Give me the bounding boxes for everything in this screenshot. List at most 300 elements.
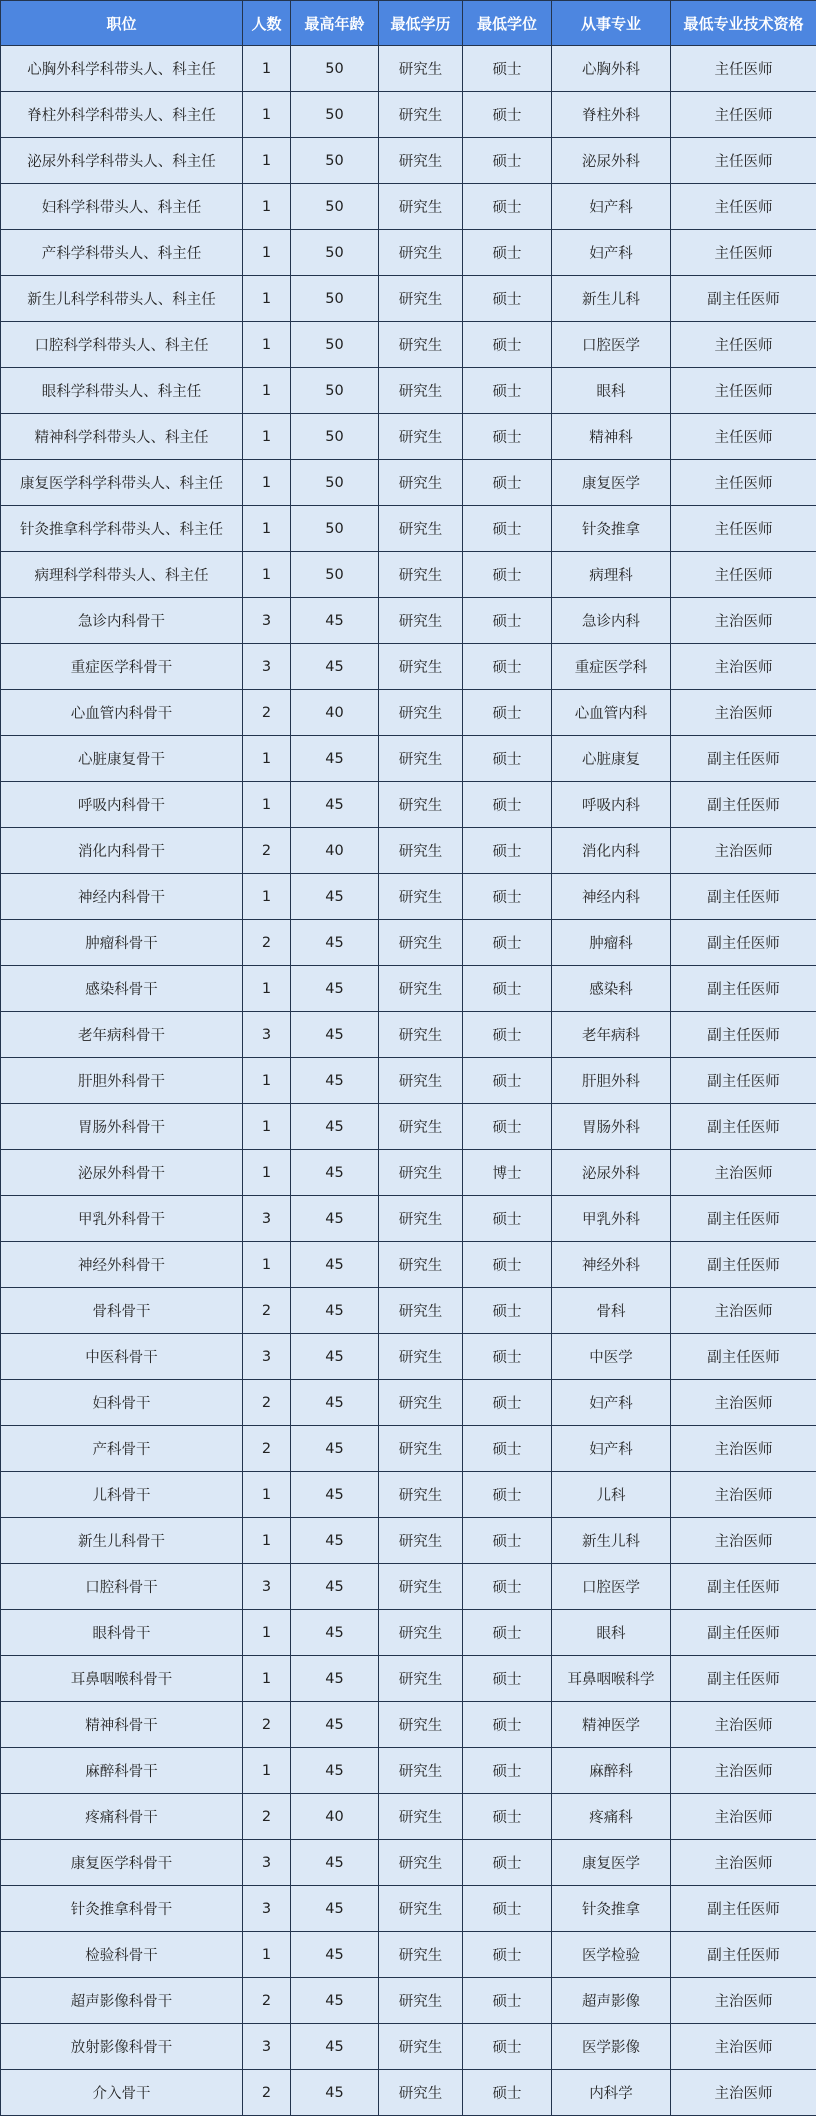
cell-position: 儿科骨干	[1, 1472, 243, 1518]
cell-headcount: 1	[243, 506, 291, 552]
cell-min-degree: 硕士	[463, 92, 552, 138]
cell-headcount: 3	[243, 1886, 291, 1932]
cell-min-education: 研究生	[379, 828, 463, 874]
cell-max-age: 50	[291, 552, 379, 598]
cell-max-age: 45	[291, 1702, 379, 1748]
cell-headcount: 2	[243, 1288, 291, 1334]
cell-max-age: 45	[291, 1886, 379, 1932]
cell-position: 脊柱外科学科带头人、科主任	[1, 92, 243, 138]
cell-min-education: 研究生	[379, 1840, 463, 1886]
cell-headcount: 1	[243, 184, 291, 230]
cell-min-education: 研究生	[379, 1196, 463, 1242]
cell-position: 呼吸内科骨干	[1, 782, 243, 828]
cell-specialty: 儿科	[552, 1472, 671, 1518]
cell-headcount: 1	[243, 414, 291, 460]
cell-headcount: 2	[243, 828, 291, 874]
cell-min-education: 研究生	[379, 782, 463, 828]
cell-headcount: 2	[243, 1978, 291, 2024]
cell-headcount: 1	[243, 230, 291, 276]
cell-specialty: 老年病科	[552, 1012, 671, 1058]
cell-headcount: 2	[243, 1380, 291, 1426]
cell-min-title: 主任医师	[671, 368, 816, 414]
cell-specialty: 妇产科	[552, 1380, 671, 1426]
cell-min-degree: 硕士	[463, 460, 552, 506]
cell-min-title: 主任医师	[671, 230, 816, 276]
cell-min-degree: 硕士	[463, 1472, 552, 1518]
cell-min-degree: 硕士	[463, 828, 552, 874]
cell-min-degree: 硕士	[463, 1840, 552, 1886]
cell-min-education: 研究生	[379, 2024, 463, 2070]
cell-min-degree: 硕士	[463, 966, 552, 1012]
cell-min-title: 副主任医师	[671, 1932, 816, 1978]
cell-specialty: 内科学	[552, 2070, 671, 2116]
cell-headcount: 2	[243, 1426, 291, 1472]
cell-min-education: 研究生	[379, 1104, 463, 1150]
table-row	[1, 1242, 816, 1288]
table-row	[1, 1334, 816, 1380]
cell-min-degree: 硕士	[463, 1748, 552, 1794]
cell-position: 骨科骨干	[1, 1288, 243, 1334]
cell-min-education: 研究生	[379, 1610, 463, 1656]
cell-headcount: 1	[243, 736, 291, 782]
cell-min-education: 研究生	[379, 1288, 463, 1334]
cell-min-degree: 硕士	[463, 1610, 552, 1656]
table-row	[1, 1196, 816, 1242]
cell-specialty: 医学影像	[552, 2024, 671, 2070]
table-row	[1, 1886, 816, 1932]
cell-headcount: 1	[243, 1518, 291, 1564]
cell-headcount: 2	[243, 690, 291, 736]
cell-max-age: 45	[291, 1334, 379, 1380]
cell-min-title: 副主任医师	[671, 276, 816, 322]
cell-min-title: 副主任医师	[671, 1610, 816, 1656]
cell-position: 口腔科学科带头人、科主任	[1, 322, 243, 368]
cell-headcount: 3	[243, 1012, 291, 1058]
cell-min-education: 研究生	[379, 2070, 463, 2116]
cell-max-age: 45	[291, 736, 379, 782]
cell-max-age: 50	[291, 230, 379, 276]
cell-position: 针灸推拿科骨干	[1, 1886, 243, 1932]
cell-min-title: 副主任医师	[671, 1012, 816, 1058]
cell-min-degree: 硕士	[463, 1058, 552, 1104]
column-header-min-degree: 最低学位	[463, 1, 552, 46]
cell-min-education: 研究生	[379, 1242, 463, 1288]
cell-headcount: 1	[243, 1150, 291, 1196]
cell-headcount: 3	[243, 2024, 291, 2070]
table-row	[1, 1012, 816, 1058]
table-row	[1, 1472, 816, 1518]
cell-max-age: 45	[291, 1564, 379, 1610]
table-row	[1, 874, 816, 920]
cell-headcount: 1	[243, 368, 291, 414]
cell-max-age: 45	[291, 874, 379, 920]
cell-specialty: 肿瘤科	[552, 920, 671, 966]
cell-min-title: 副主任医师	[671, 1104, 816, 1150]
cell-specialty: 麻醉科	[552, 1748, 671, 1794]
cell-specialty: 中医学	[552, 1334, 671, 1380]
cell-specialty: 肝胆外科	[552, 1058, 671, 1104]
table-row	[1, 2024, 816, 2070]
table-row	[1, 828, 816, 874]
cell-position: 产科学科带头人、科主任	[1, 230, 243, 276]
cell-min-degree: 硕士	[463, 1656, 552, 1702]
cell-specialty: 病理科	[552, 552, 671, 598]
cell-min-title: 主治医师	[671, 828, 816, 874]
cell-min-degree: 硕士	[463, 1978, 552, 2024]
cell-headcount: 2	[243, 920, 291, 966]
cell-headcount: 1	[243, 1104, 291, 1150]
cell-min-education: 研究生	[379, 1978, 463, 2024]
cell-specialty: 胃肠外科	[552, 1104, 671, 1150]
cell-min-degree: 硕士	[463, 1564, 552, 1610]
cell-headcount: 1	[243, 1932, 291, 1978]
cell-position: 感染科骨干	[1, 966, 243, 1012]
cell-specialty: 耳鼻咽喉科学	[552, 1656, 671, 1702]
cell-position: 肝胆外科骨干	[1, 1058, 243, 1104]
table-row	[1, 736, 816, 782]
cell-min-degree: 硕士	[463, 782, 552, 828]
cell-min-title: 副主任医师	[671, 1242, 816, 1288]
cell-min-title: 主治医师	[671, 690, 816, 736]
cell-min-title: 副主任医师	[671, 874, 816, 920]
cell-min-education: 研究生	[379, 92, 463, 138]
cell-headcount: 1	[243, 460, 291, 506]
cell-max-age: 45	[291, 1058, 379, 1104]
cell-specialty: 妇产科	[552, 1426, 671, 1472]
cell-max-age: 40	[291, 690, 379, 736]
cell-max-age: 45	[291, 1288, 379, 1334]
cell-specialty: 脊柱外科	[552, 92, 671, 138]
cell-min-title: 主治医师	[671, 1840, 816, 1886]
cell-min-degree: 硕士	[463, 2070, 552, 2116]
cell-position: 精神科学科带头人、科主任	[1, 414, 243, 460]
cell-min-degree: 硕士	[463, 1196, 552, 1242]
cell-max-age: 50	[291, 138, 379, 184]
cell-min-education: 研究生	[379, 230, 463, 276]
cell-specialty: 康复医学	[552, 1840, 671, 1886]
column-header-min-title: 最低专业技术资格	[671, 1, 816, 46]
cell-min-degree: 硕士	[463, 1932, 552, 1978]
table-row	[1, 966, 816, 1012]
cell-min-title: 主任医师	[671, 46, 816, 92]
cell-min-education: 研究生	[379, 1886, 463, 1932]
cell-min-title: 主任医师	[671, 184, 816, 230]
cell-min-degree: 硕士	[463, 1334, 552, 1380]
cell-specialty: 超声影像	[552, 1978, 671, 2024]
cell-min-education: 研究生	[379, 966, 463, 1012]
cell-headcount: 3	[243, 644, 291, 690]
table-row	[1, 1426, 816, 1472]
cell-specialty: 医学检验	[552, 1932, 671, 1978]
cell-min-degree: 硕士	[463, 276, 552, 322]
cell-min-degree: 硕士	[463, 874, 552, 920]
cell-headcount: 2	[243, 1794, 291, 1840]
table-row	[1, 322, 816, 368]
table-row	[1, 598, 816, 644]
cell-headcount: 3	[243, 1196, 291, 1242]
table-row	[1, 1932, 816, 1978]
cell-max-age: 45	[291, 966, 379, 1012]
cell-max-age: 45	[291, 1012, 379, 1058]
table-row	[1, 920, 816, 966]
cell-specialty: 妇产科	[552, 230, 671, 276]
cell-min-education: 研究生	[379, 46, 463, 92]
table-header-row	[1, 1, 816, 46]
cell-min-degree: 硕士	[463, 690, 552, 736]
cell-max-age: 45	[291, 1656, 379, 1702]
cell-headcount: 1	[243, 46, 291, 92]
cell-min-degree: 硕士	[463, 644, 552, 690]
table-row	[1, 1564, 816, 1610]
cell-specialty: 泌尿外科	[552, 138, 671, 184]
cell-specialty: 新生儿科	[552, 276, 671, 322]
cell-headcount: 1	[243, 1472, 291, 1518]
table-row	[1, 1610, 816, 1656]
cell-min-title: 主任医师	[671, 506, 816, 552]
cell-position: 重症医学科骨干	[1, 644, 243, 690]
cell-min-title: 主治医师	[671, 1702, 816, 1748]
cell-max-age: 45	[291, 1242, 379, 1288]
cell-position: 眼科学科带头人、科主任	[1, 368, 243, 414]
cell-min-education: 研究生	[379, 460, 463, 506]
cell-max-age: 45	[291, 2070, 379, 2116]
cell-min-education: 研究生	[379, 1932, 463, 1978]
cell-min-title: 副主任医师	[671, 920, 816, 966]
cell-min-education: 研究生	[379, 690, 463, 736]
cell-min-degree: 博士	[463, 1150, 552, 1196]
cell-specialty: 口腔医学	[552, 1564, 671, 1610]
cell-max-age: 45	[291, 598, 379, 644]
table-row	[1, 1748, 816, 1794]
cell-min-title: 副主任医师	[671, 1564, 816, 1610]
cell-min-education: 研究生	[379, 644, 463, 690]
cell-position: 眼科骨干	[1, 1610, 243, 1656]
cell-specialty: 消化内科	[552, 828, 671, 874]
cell-position: 超声影像科骨干	[1, 1978, 243, 2024]
cell-min-education: 研究生	[379, 322, 463, 368]
cell-min-title: 副主任医师	[671, 1196, 816, 1242]
cell-specialty: 骨科	[552, 1288, 671, 1334]
cell-min-title: 主治医师	[671, 1518, 816, 1564]
cell-min-education: 研究生	[379, 1564, 463, 1610]
cell-min-education: 研究生	[379, 138, 463, 184]
cell-min-title: 主任医师	[671, 138, 816, 184]
table-row	[1, 2070, 816, 2116]
cell-max-age: 45	[291, 1380, 379, 1426]
cell-min-title: 主任医师	[671, 414, 816, 460]
table-row	[1, 690, 816, 736]
cell-min-education: 研究生	[379, 920, 463, 966]
cell-position: 胃肠外科骨干	[1, 1104, 243, 1150]
cell-max-age: 45	[291, 782, 379, 828]
cell-max-age: 50	[291, 506, 379, 552]
column-header-min-education: 最低学历	[379, 1, 463, 46]
cell-position: 精神科骨干	[1, 1702, 243, 1748]
table-row	[1, 552, 816, 598]
cell-min-education: 研究生	[379, 1794, 463, 1840]
cell-position: 病理科学科带头人、科主任	[1, 552, 243, 598]
cell-min-education: 研究生	[379, 1150, 463, 1196]
cell-min-education: 研究生	[379, 736, 463, 782]
cell-position: 心脏康复骨干	[1, 736, 243, 782]
cell-headcount: 1	[243, 1656, 291, 1702]
cell-position: 心胸外科学科带头人、科主任	[1, 46, 243, 92]
cell-headcount: 3	[243, 1564, 291, 1610]
cell-min-education: 研究生	[379, 598, 463, 644]
cell-max-age: 45	[291, 1426, 379, 1472]
cell-min-title: 副主任医师	[671, 966, 816, 1012]
cell-min-degree: 硕士	[463, 46, 552, 92]
cell-specialty: 感染科	[552, 966, 671, 1012]
cell-specialty: 神经外科	[552, 1242, 671, 1288]
cell-max-age: 45	[291, 1104, 379, 1150]
cell-max-age: 50	[291, 46, 379, 92]
cell-max-age: 45	[291, 1196, 379, 1242]
cell-max-age: 45	[291, 1518, 379, 1564]
table-row	[1, 1518, 816, 1564]
cell-min-title: 主任医师	[671, 92, 816, 138]
cell-headcount: 3	[243, 598, 291, 644]
cell-position: 康复医学科骨干	[1, 1840, 243, 1886]
cell-position: 神经外科骨干	[1, 1242, 243, 1288]
cell-position: 妇科学科带头人、科主任	[1, 184, 243, 230]
cell-specialty: 针灸推拿	[552, 1886, 671, 1932]
cell-min-education: 研究生	[379, 874, 463, 920]
table-row	[1, 506, 816, 552]
cell-min-degree: 硕士	[463, 1012, 552, 1058]
table-row	[1, 1058, 816, 1104]
cell-max-age: 45	[291, 2024, 379, 2070]
cell-min-title: 副主任医师	[671, 736, 816, 782]
cell-min-degree: 硕士	[463, 736, 552, 782]
cell-min-degree: 硕士	[463, 598, 552, 644]
cell-specialty: 心脏康复	[552, 736, 671, 782]
cell-min-title: 主治医师	[671, 2070, 816, 2116]
cell-specialty: 针灸推拿	[552, 506, 671, 552]
cell-min-education: 研究生	[379, 414, 463, 460]
cell-max-age: 45	[291, 1610, 379, 1656]
cell-headcount: 1	[243, 92, 291, 138]
cell-min-title: 主治医师	[671, 1978, 816, 2024]
cell-min-degree: 硕士	[463, 368, 552, 414]
cell-min-title: 副主任医师	[671, 782, 816, 828]
table-row	[1, 1104, 816, 1150]
cell-specialty: 心胸外科	[552, 46, 671, 92]
table-row	[1, 138, 816, 184]
column-header-specialty: 从事专业	[552, 1, 671, 46]
table-body	[1, 46, 816, 2116]
cell-position: 心血管内科骨干	[1, 690, 243, 736]
cell-position: 新生儿科学科带头人、科主任	[1, 276, 243, 322]
cell-position: 中医科骨干	[1, 1334, 243, 1380]
cell-headcount: 1	[243, 322, 291, 368]
cell-position: 康复医学科学科带头人、科主任	[1, 460, 243, 506]
cell-specialty: 泌尿外科	[552, 1150, 671, 1196]
cell-headcount: 1	[243, 1058, 291, 1104]
cell-min-education: 研究生	[379, 1748, 463, 1794]
table-row	[1, 1380, 816, 1426]
cell-min-education: 研究生	[379, 1656, 463, 1702]
cell-min-title: 主任医师	[671, 322, 816, 368]
cell-headcount: 2	[243, 2070, 291, 2116]
column-header-max-age: 最高年龄	[291, 1, 379, 46]
cell-position: 产科骨干	[1, 1426, 243, 1472]
cell-min-degree: 硕士	[463, 1288, 552, 1334]
cell-headcount: 1	[243, 1610, 291, 1656]
column-header-position: 职位	[1, 1, 243, 46]
cell-min-education: 研究生	[379, 276, 463, 322]
table-row	[1, 230, 816, 276]
cell-min-education: 研究生	[379, 368, 463, 414]
cell-position: 检验科骨干	[1, 1932, 243, 1978]
cell-position: 神经内科骨干	[1, 874, 243, 920]
cell-min-degree: 硕士	[463, 920, 552, 966]
cell-max-age: 50	[291, 414, 379, 460]
cell-min-title: 主治医师	[671, 2024, 816, 2070]
cell-min-education: 研究生	[379, 1380, 463, 1426]
cell-max-age: 40	[291, 828, 379, 874]
cell-min-title: 主治医师	[671, 1748, 816, 1794]
cell-max-age: 50	[291, 460, 379, 506]
cell-position: 泌尿外科骨干	[1, 1150, 243, 1196]
table-row	[1, 276, 816, 322]
cell-position: 介入骨干	[1, 2070, 243, 2116]
cell-max-age: 40	[291, 1794, 379, 1840]
table-row	[1, 46, 816, 92]
cell-min-education: 研究生	[379, 1012, 463, 1058]
cell-max-age: 50	[291, 184, 379, 230]
cell-specialty: 康复医学	[552, 460, 671, 506]
table-row	[1, 1288, 816, 1334]
cell-min-education: 研究生	[379, 1334, 463, 1380]
cell-min-title: 主治医师	[671, 1472, 816, 1518]
cell-min-title: 副主任医师	[671, 1656, 816, 1702]
cell-max-age: 45	[291, 1932, 379, 1978]
cell-min-degree: 硕士	[463, 1426, 552, 1472]
cell-min-degree: 硕士	[463, 1886, 552, 1932]
cell-specialty: 新生儿科	[552, 1518, 671, 1564]
cell-headcount: 1	[243, 1242, 291, 1288]
cell-min-education: 研究生	[379, 1472, 463, 1518]
table-row	[1, 644, 816, 690]
cell-max-age: 45	[291, 1472, 379, 1518]
table-row	[1, 460, 816, 506]
cell-position: 甲乳外科骨干	[1, 1196, 243, 1242]
cell-specialty: 妇产科	[552, 184, 671, 230]
cell-specialty: 呼吸内科	[552, 782, 671, 828]
table-row	[1, 92, 816, 138]
table-row	[1, 1794, 816, 1840]
cell-min-degree: 硕士	[463, 184, 552, 230]
cell-min-degree: 硕士	[463, 1242, 552, 1288]
cell-min-degree: 硕士	[463, 414, 552, 460]
cell-min-education: 研究生	[379, 1426, 463, 1472]
cell-min-degree: 硕士	[463, 138, 552, 184]
cell-min-degree: 硕士	[463, 230, 552, 276]
cell-max-age: 50	[291, 368, 379, 414]
cell-headcount: 1	[243, 138, 291, 184]
cell-specialty: 重症医学科	[552, 644, 671, 690]
cell-specialty: 眼科	[552, 1610, 671, 1656]
cell-min-degree: 硕士	[463, 552, 552, 598]
cell-min-title: 主治医师	[671, 1426, 816, 1472]
cell-position: 疼痛科骨干	[1, 1794, 243, 1840]
cell-min-education: 研究生	[379, 506, 463, 552]
cell-min-degree: 硕士	[463, 1794, 552, 1840]
cell-headcount: 2	[243, 1702, 291, 1748]
cell-specialty: 口腔医学	[552, 322, 671, 368]
cell-position: 新生儿科骨干	[1, 1518, 243, 1564]
